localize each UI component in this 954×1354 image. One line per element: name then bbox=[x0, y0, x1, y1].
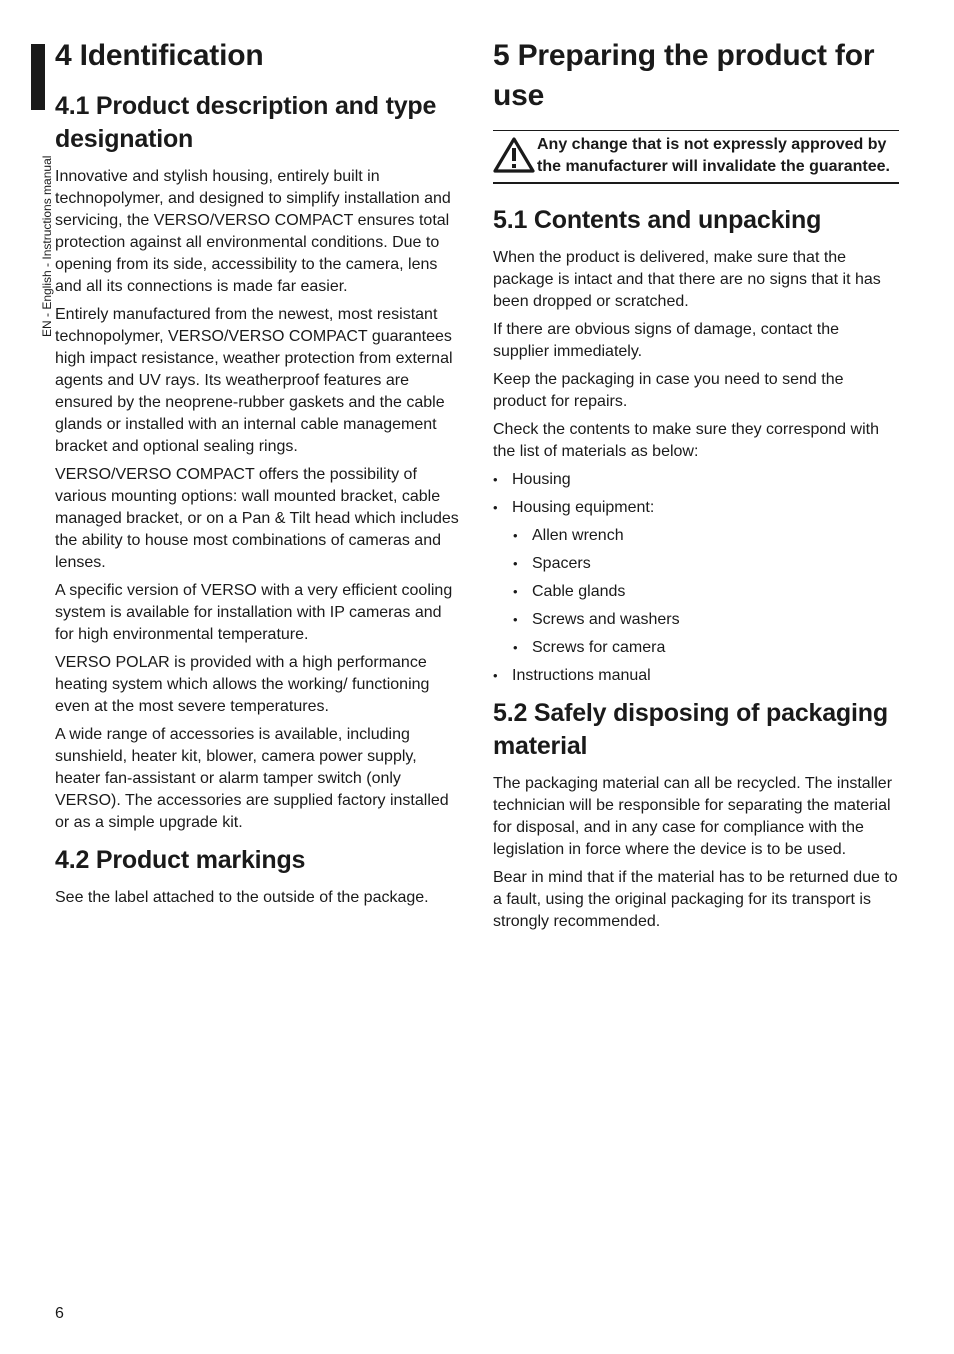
paragraph: Bear in mind that if the material has to be returned due to a fault, using the original packaging for its transport is strongly recommended. bbox=[493, 869, 898, 930]
section-4-title: 4 Identification bbox=[55, 39, 264, 72]
section-5-1-title: 5.1 Contents and unpacking bbox=[493, 206, 822, 234]
list-item: • Instructions manual bbox=[493, 665, 899, 687]
section-5-2-title: 5.2 Safely disposing of packaging material bbox=[493, 699, 888, 760]
right-column bbox=[493, 36, 899, 939]
paragraph: The packaging material can all be recycled. The installer technician will be responsible for separating the material for disposal, and in any case for compliance with the legislation in force where the device is to be used. bbox=[493, 775, 893, 858]
paragraph: Innovative and stylish housing, entirely built in technopolymer, and designed to simplify installation and servicing, the VERSO/VERSO COMPACT ensures total protection against all environmental conditions. Due to opening from its side, accessibility to the camera, lens and all its connections is made far easier. bbox=[55, 168, 451, 295]
list-item: • Housing equipment: bbox=[493, 497, 899, 519]
contents-list bbox=[493, 469, 899, 687]
paragraph: VERSO POLAR is provided with a high performance heating system which allows the working/ functioning even at the most severe temperatures. bbox=[55, 654, 430, 715]
paragraph: Check the contents to make sure they correspond with the list of materials as below: bbox=[493, 421, 879, 460]
paragraph: A wide range of accessories is available, including sunshield, heater kit, blower, camera power supply, heater fan-assistant or alarm tamper switch (only VERSO). The accessories are supplied factory installed or as a simple upgrade kit. bbox=[55, 726, 449, 831]
paragraph: A specific version of VERSO with a very efficient cooling system is available for installation with IP cameras and for high environmental temperature. bbox=[55, 582, 453, 643]
list-item: • Spacers bbox=[513, 553, 899, 575]
paragraph: Entirely manufactured from the newest, most resistant technopolymer, VERSO/VERSO COMPACT guarantees high impact resistance, weather protection from external agents and UV rays. Its weatherproof features are ensured by the neoprene-rubber gaskets and the cable glands or installed with an internal cable management bracket and optional sealing rings. bbox=[55, 306, 453, 455]
list-item: • Housing bbox=[493, 469, 899, 491]
warning-text: Any change that is not expressly approved by the manufacturer will invalidate the guarantee. bbox=[537, 136, 890, 175]
left-column bbox=[55, 36, 460, 915]
list-item: • Cable glands bbox=[513, 581, 899, 603]
warning-triangle-icon bbox=[493, 134, 537, 178]
list-item: • Allen wrench bbox=[513, 525, 899, 547]
paragraph: VERSO/VERSO COMPACT offers the possibility of various mounting options: wall mounted bracket, cable managed bracket, or on a Pan & Tilt head which includes the ability to house most combinations of cameras and lenses. bbox=[55, 466, 459, 571]
sidebar-marker-bar bbox=[31, 44, 45, 110]
paragraph: Keep the packaging in case you need to send the product for repairs. bbox=[493, 371, 844, 410]
section-4-1-title: 4.1 Product description and type designation bbox=[55, 92, 437, 153]
warning-box bbox=[493, 130, 899, 184]
paragraph: If there are obvious signs of damage, contact the supplier immediately. bbox=[493, 321, 839, 360]
paragraph: See the label attached to the outside of the package. bbox=[55, 889, 429, 906]
section-5-title: 5 Preparing the product for use bbox=[493, 39, 875, 112]
page-number: 6 bbox=[55, 1305, 64, 1322]
paragraph: When the product is delivered, make sure that the package is intact and that there are no signs that it has been dropped or scratched. bbox=[493, 249, 881, 310]
section-4-2-title: 4.2 Product markings bbox=[55, 846, 306, 874]
sidebar-label: EN - English - Instructions manual bbox=[40, 155, 54, 337]
list-item: • Screws for camera bbox=[513, 637, 899, 659]
list-item: • Screws and washers bbox=[513, 609, 899, 631]
